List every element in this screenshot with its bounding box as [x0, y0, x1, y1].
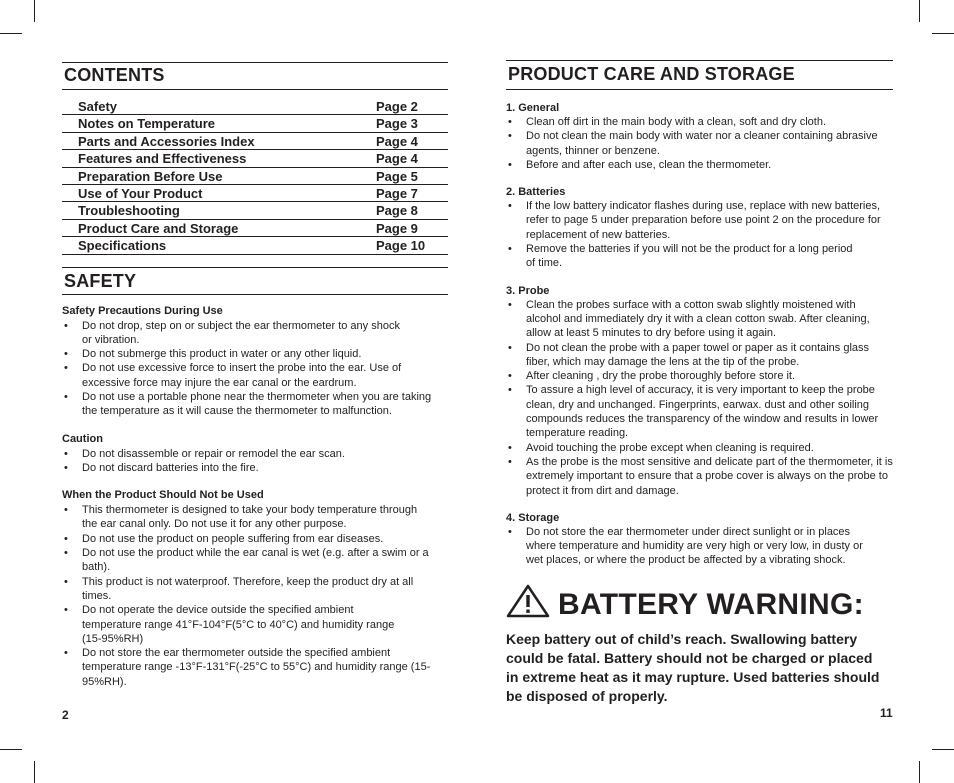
contents-bottom-rule — [62, 89, 448, 90]
crop-mark — [34, 0, 35, 22]
toc-label: Specifications — [78, 238, 167, 254]
list-item: • Do not use the product while the ear canal is wet (e.g. after a swim or a bath). — [62, 546, 448, 575]
list-item: • Do not use the product on people suffering from ear diseases. — [62, 532, 448, 546]
list-item: • Do not submerge this product in water or any other liquid. — [62, 347, 448, 361]
list-item: • Avoid touching the probe except when cleaning is required. — [506, 441, 893, 455]
crop-mark — [0, 33, 22, 34]
toc-row[interactable] — [62, 115, 448, 132]
toc-row[interactable] — [62, 133, 448, 150]
left-page — [62, 62, 448, 689]
probe-heading: 3. Probe — [506, 284, 550, 297]
toc-label: Notes on Temperature — [78, 116, 216, 132]
caution-heading: Caution — [62, 432, 103, 445]
batteries-list — [506, 199, 893, 270]
crop-mark — [0, 749, 22, 750]
list-item: • Clean the probes surface with a cotton swab slightly moistened with alcohol and immediately dry it with a clean cotton swab. After cleaning, allow at least 5 minutes to dry before using it again. — [506, 298, 893, 341]
list-item: • Clean off dirt in the main body with a clean, soft and dry cloth. — [506, 115, 893, 129]
list-item: • Do not store the ear thermometer outside the specified ambient temperature range -13°F-131°F(-25°C to 55°C) and humidity range (15-95%RH). — [62, 646, 448, 689]
list-item: • Remove the batteries if you will not be the product for a long period of time. — [506, 242, 893, 271]
list-item: • Do not use a portable phone near the thermometer when you are taking the temperature as it will cause the thermometer to malfunction. — [62, 390, 448, 419]
toc-label: Parts and Accessories Index — [78, 133, 255, 149]
list-item: • Do not operate the device outside the specified ambient temperature range 41°F-104°F(5°C to 40°C) and humidity range (15-95%RH) — [62, 603, 448, 646]
list-item: • Do not drop, step on or subject the ear thermometer to any shock or vibration. — [62, 319, 448, 348]
toc-row[interactable] — [62, 168, 448, 185]
toc-label: Product Care and Storage — [78, 220, 239, 236]
toc-row[interactable] — [62, 237, 448, 254]
list-item: • After cleaning , dry the probe thoroughly before store it. — [506, 369, 893, 383]
toc-row[interactable] — [62, 185, 448, 202]
storage-list — [506, 525, 893, 568]
crop-mark — [919, 0, 920, 22]
list-item: • Before and after each use, clean the thermometer. — [506, 158, 893, 172]
page-number-right: 11 — [880, 706, 893, 720]
toc-page: Page 4 — [376, 133, 418, 149]
crop-mark — [919, 761, 920, 783]
toc-page: Page 10 — [376, 238, 426, 254]
general-list — [506, 115, 893, 172]
list-item: • This product is not waterproof. Therefore, keep the product dry at all times. — [62, 575, 448, 604]
contents-title: CONTENTS — [64, 65, 165, 85]
list-item: • Do not clean the main body with water nor a cleaner containing abrasive agents, thinner or benzene. — [506, 129, 893, 158]
toc-label: Preparation Before Use — [78, 168, 223, 184]
toc-row[interactable] — [62, 202, 448, 219]
warning-triangle-icon — [506, 584, 550, 626]
battery-warning-title: BATTERY WARNING: — [558, 587, 864, 621]
toc-row[interactable] — [62, 220, 448, 237]
care-bottom-rule — [506, 89, 893, 90]
toc-page: Page 2 — [376, 99, 418, 114]
battery-warning-heading — [506, 584, 893, 626]
list-item: • If the low battery indicator flashes during use, replace with new batteries, refer to page 5 under preparation before use point 2 on the procedure for replacement of new batteries. — [506, 199, 893, 242]
caution-list — [62, 447, 448, 476]
toc-row[interactable] — [62, 98, 448, 115]
list-item: • Do not clean the probe with a paper towel or paper as it contains glass fiber, which may damage the lens at the tip of the probe. — [506, 341, 893, 370]
toc-row[interactable] — [62, 150, 448, 167]
toc-page: Page 3 — [376, 116, 418, 132]
not-used-list — [62, 503, 448, 689]
list-item: • Do not disassemble or repair or remodel the ear scan. — [62, 447, 448, 461]
list-item: • As the probe is the most sensitive and delicate part of the thermometer, it is extremely important to ensure that a probe cover is always on the probe to protect it from dirt and damage. — [506, 455, 893, 498]
toc-page: Page 8 — [376, 203, 418, 219]
precautions-heading: Safety Precautions During Use — [62, 304, 223, 317]
crop-mark — [932, 749, 954, 750]
toc-label: Use of Your Product — [78, 185, 203, 201]
toc-label: Troubleshooting — [78, 203, 180, 219]
toc-page: Page 4 — [376, 151, 418, 167]
precautions-list — [62, 319, 448, 419]
list-item: • Do not discard batteries into the fire. — [62, 461, 448, 475]
toc-label: Safety — [78, 99, 118, 114]
safety-bottom-rule — [62, 294, 448, 295]
storage-heading: 4. Storage — [506, 511, 560, 524]
page-number-left: 2 — [62, 708, 69, 722]
batteries-heading: 2. Batteries — [506, 186, 566, 199]
toc-label: Features and Effectiveness — [78, 151, 247, 167]
general-heading: 1. General — [506, 102, 560, 114]
list-item: • Do not store the ear thermometer under direct sunlight or in places where temperature and humidity are very high or very low, in dusty or wet places, or where the product be affected by a vibrating shock. — [506, 525, 893, 568]
battery-warning-text: Keep battery out of child’s reach. Swallowing battery could be fatal. Battery should not be charged or placed in extreme heat as it may rupture. Used batteries should be disposed of properly. — [506, 630, 880, 704]
safety-title: SAFETY — [64, 270, 137, 291]
crop-mark — [932, 33, 954, 34]
crop-mark — [34, 761, 35, 783]
toc-page: Page 7 — [376, 185, 418, 201]
care-title: PRODUCT CARE AND STORAGE — [508, 64, 795, 84]
list-item: • This thermometer is designed to take your body temperature through the ear canal only. Do not use it for any other purpose. — [62, 503, 448, 532]
list-item: • To assure a high level of accuracy, it is very important to keep the probe clean, dry and unchanged. Fingerprints, earwax. dust and other soiling compounds reduces the transparency of the window and results in lower temperature reading. — [506, 383, 893, 440]
right-page — [506, 60, 893, 706]
toc-list — [62, 98, 448, 255]
probe-list — [506, 298, 893, 498]
list-item: • Do not use excessive force to insert the probe into the ear. Use of excessive force may injure the ear canal or the eardrum. — [62, 361, 448, 390]
not-used-heading: When the Product Should Not be Used — [62, 489, 264, 502]
toc-page: Page 5 — [376, 168, 418, 184]
toc-page: Page 9 — [376, 220, 418, 236]
